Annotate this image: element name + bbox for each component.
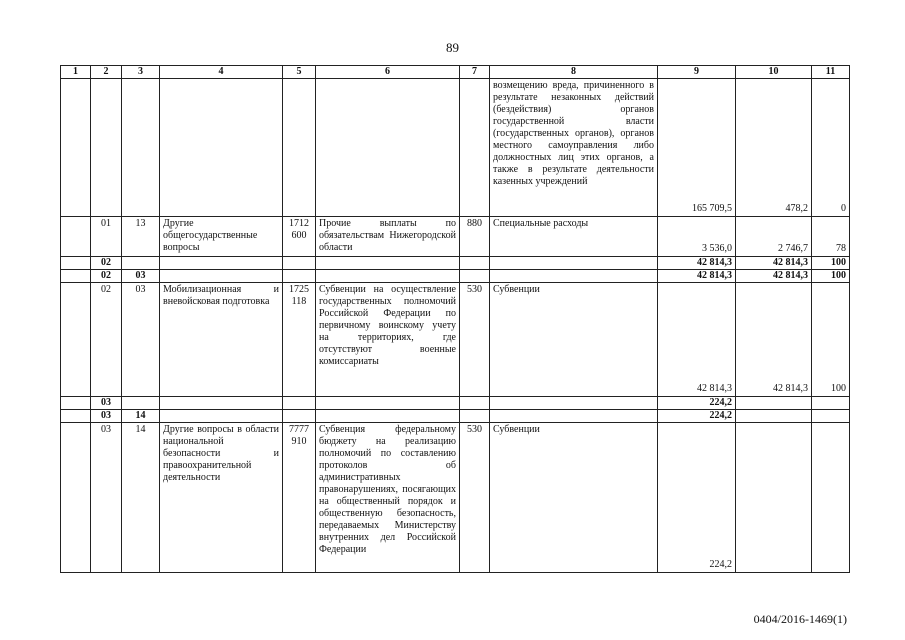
cell: 42 814,3 [736,283,812,397]
cell [91,79,122,217]
cell [61,283,91,397]
cell: 224,2 [658,423,736,573]
cell: 100 [812,257,850,270]
cell: 2 746,7 [736,217,812,257]
header-cell: 5 [283,66,316,79]
cell [736,397,812,410]
header-cell: 2 [91,66,122,79]
header-cell: 11 [812,66,850,79]
cell: 02 [91,270,122,283]
cell [61,257,91,270]
cell [736,423,812,573]
document-code: 0404/2016-1469(1) [753,612,847,626]
cell: 530 [460,423,490,573]
cell: 03 [122,283,160,397]
cell: 0 [812,79,850,217]
cell [316,410,460,423]
cell: 42 814,3 [658,283,736,397]
cell [812,410,850,423]
subtotal-row [61,270,850,283]
cell: возмещению вреда, причиненного в результате незаконных действий (бездействия) органов государственной власти (государственных органов), органов местного самоуправления либо должностных лиц этих органов, а также в результате деятельности казенных учреждений [490,79,658,217]
table-row [61,79,850,217]
cell [122,397,160,410]
cell [283,270,316,283]
cell: 1712 600 [283,217,316,257]
cell: 02 [91,257,122,270]
cell: 42 814,3 [658,270,736,283]
cell [61,217,91,257]
cell [122,79,160,217]
cell: 530 [460,283,490,397]
cell: Мобилизационная и вневойсковая подготовка [160,283,283,397]
cell: 03 [122,270,160,283]
cell [283,79,316,217]
cell: 03 [91,410,122,423]
cell [283,397,316,410]
cell: Субвенция федеральному бюджету на реализацию полномочий по составлению протоколов об административных правонарушениях, посягающих на общественный порядок и общественную безопасность, передаваемых Министерству внутренних дел Российской Федерации [316,423,460,573]
cell: 3 536,0 [658,217,736,257]
cell [460,397,490,410]
header-row [61,66,850,79]
cell: 165 709,5 [658,79,736,217]
cell [160,270,283,283]
cell [61,397,91,410]
cell: Прочие выплаты по обязательствам Нижегородской области [316,217,460,257]
cell: Субвенции [490,283,658,397]
cell [283,410,316,423]
cell [812,397,850,410]
cell: 42 814,3 [736,270,812,283]
cell [460,79,490,217]
cell [316,397,460,410]
cell [490,270,658,283]
cell [122,257,160,270]
cell [490,257,658,270]
table-row [61,217,850,257]
cell: 100 [812,270,850,283]
cell [160,397,283,410]
table-row [61,423,850,573]
header-cell: 3 [122,66,160,79]
cell [490,397,658,410]
cell [61,423,91,573]
cell [812,423,850,573]
page-number: 89 [446,40,459,55]
header-cell: 9 [658,66,736,79]
cell: 14 [122,423,160,573]
subtotal-row [61,257,850,270]
cell: 7777 910 [283,423,316,573]
cell: 78 [812,217,850,257]
cell: 02 [91,283,122,397]
cell: 42 814,3 [658,257,736,270]
cell: 478,2 [736,79,812,217]
cell: 13 [122,217,160,257]
cell [490,410,658,423]
header-cell: 4 [160,66,283,79]
cell: 03 [91,397,122,410]
header-cell: 1 [61,66,91,79]
cell: 880 [460,217,490,257]
cell [160,257,283,270]
header-cell: 10 [736,66,812,79]
cell: 224,2 [658,397,736,410]
cell: 03 [91,423,122,573]
cell [283,257,316,270]
cell: 224,2 [658,410,736,423]
cell [316,270,460,283]
cell: 01 [91,217,122,257]
cell [61,270,91,283]
cell [460,257,490,270]
cell: 42 814,3 [736,257,812,270]
cell [736,410,812,423]
cell: Специальные расходы [490,217,658,257]
subtotal-row [61,397,850,410]
subtotal-row [61,410,850,423]
cell [160,79,283,217]
cell [316,79,460,217]
cell: Другие общегосударственные вопросы [160,217,283,257]
cell [460,270,490,283]
cell: Субвенции [490,423,658,573]
header-cell: 8 [490,66,658,79]
cell [61,410,91,423]
cell [316,257,460,270]
cell: Субвенции на осуществление государственных полномочий Российской Федерации по первичному воинскому учету на территориях, где отсутствуют военные комиссариаты [316,283,460,397]
header-cell: 6 [316,66,460,79]
cell [460,410,490,423]
cell: Другие вопросы в области национальной безопасности и правоохранительной деятельности [160,423,283,573]
cell [61,79,91,217]
cell [160,410,283,423]
budget-table [60,65,850,573]
header-cell: 7 [460,66,490,79]
cell: 1725 118 [283,283,316,397]
cell: 100 [812,283,850,397]
table-row [61,283,850,397]
cell: 14 [122,410,160,423]
